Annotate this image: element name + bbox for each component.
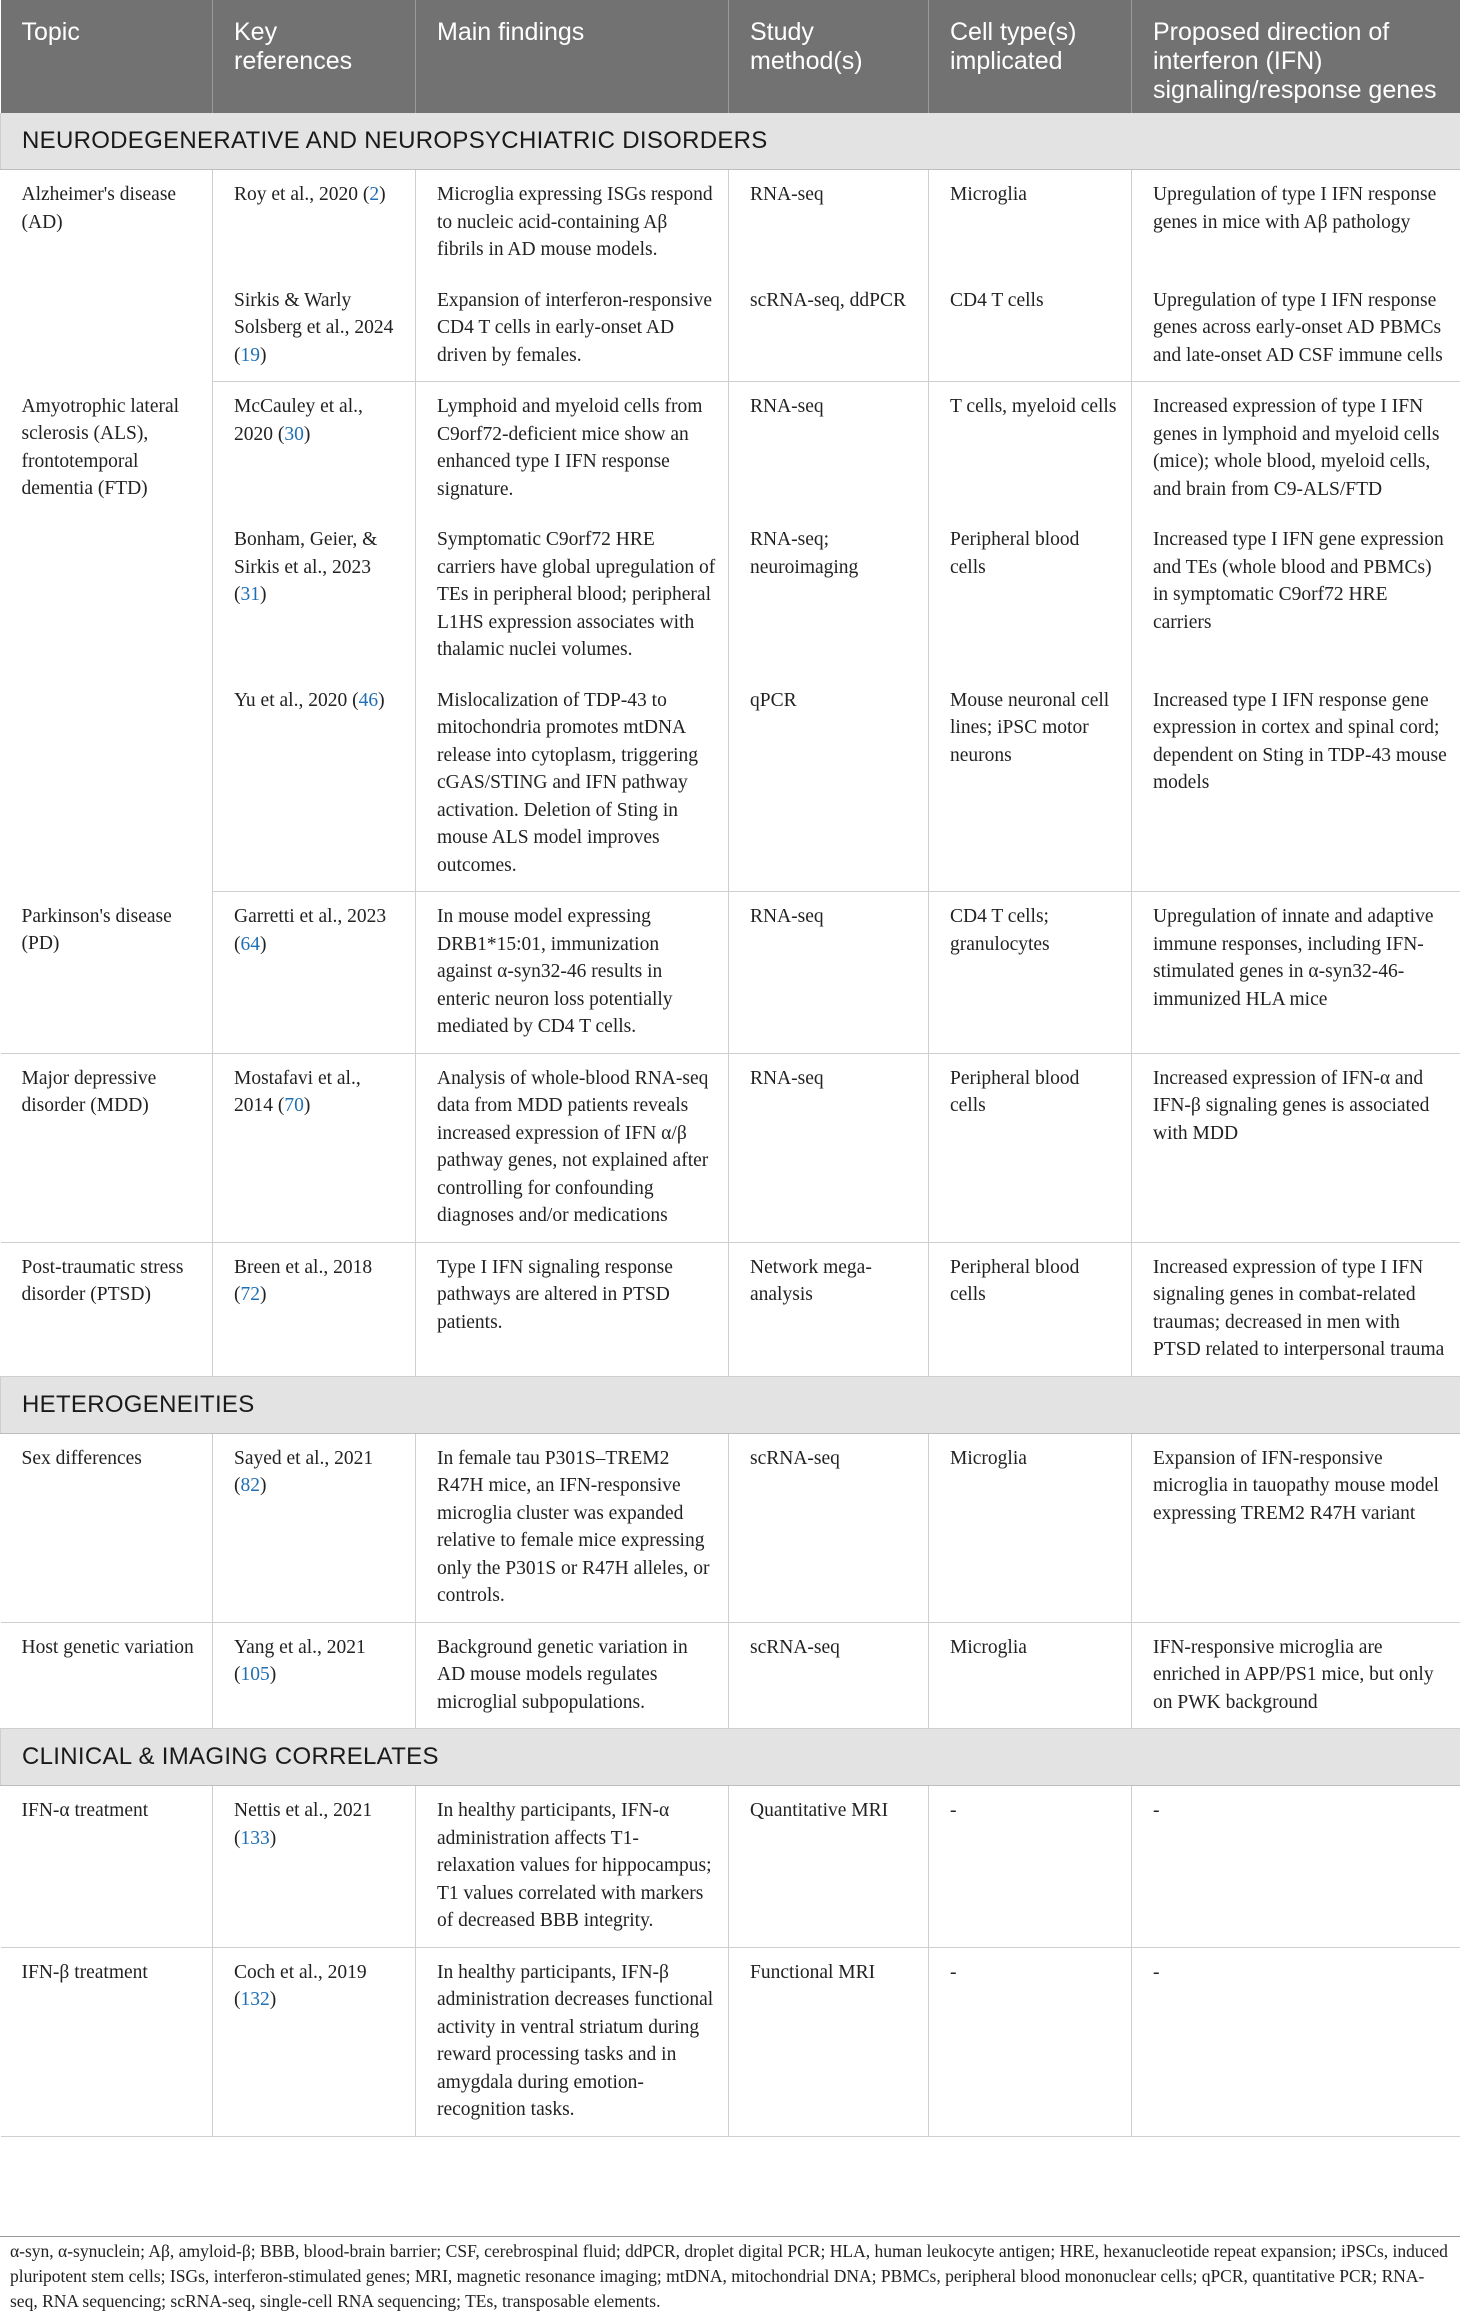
findings-cell: Expansion of interferon-responsive CD4 T cells in early-onset AD driven by females. [416,276,729,382]
cells-cell: CD4 T cells [929,276,1132,382]
table-row [1,676,1460,892]
reference-link[interactable]: 132 [240,1989,270,2010]
method-cell: RNA-seq [729,892,929,1054]
topic-cell: Post-traumatic stress disorder (PTSD) [1,1242,213,1376]
findings-cell: In female tau P301S–TREM2 R47H mice, an IFN-responsive microglia cluster was expanded relative to female mice expressing only the P301S or R47H alleles, or controls. [416,1433,729,1622]
topic-cell: Host genetic variation [1,1622,213,1729]
section-title: HETEROGENEITIES [1,1376,1460,1433]
findings-cell: Symptomatic C9orf72 HRE carriers have global upregulation of TEs in peripheral blood; peripheral L1HS expression associates with thalamic nuclei volumes. [416,515,729,676]
reference-close: ) [260,584,267,605]
findings-cell: Background genetic variation in AD mouse models regulates microglial subpopulations. [416,1622,729,1729]
header-direction: Proposed direction of interferon (IFN) signaling/response genes [1132,0,1460,113]
reference-cell [213,515,416,676]
direction-cell: Increased expression of IFN-α and IFN-β signaling genes is associated with MDD [1132,1053,1460,1242]
topic-cell: Alzheimer's disease (AD) [21,184,177,233]
table-row [1,170,1460,276]
table-row [1,276,1460,382]
section-row [1,113,1460,170]
reference-link[interactable]: 30 [284,423,304,445]
method-cell: scRNA-seq, ddPCR [729,276,929,382]
topic-cell: Parkinson's disease (PD) [1,892,213,1054]
header-main-findings: Main findings [416,0,729,113]
reference-cell [213,676,416,892]
table-row [1,1947,1460,2136]
reference-close: ) [260,1284,267,1305]
table-row [1,1786,1460,1948]
reference-text: Sayed et al., 2021 ( [234,1447,374,1496]
method-cell: RNA-seq [729,170,929,276]
cells-cell: Peripheral blood cells [929,1242,1132,1376]
cells-cell: CD4 T cells; granulocytes [929,892,1132,1054]
reference-link[interactable]: 46 [358,689,379,711]
reference-close: ) [378,689,385,711]
direction-cell: IFN-responsive microglia are enriched in APP/PS1 mice, but only on PWK background [1132,1622,1460,1729]
reference-cell [213,892,416,1054]
reference-link[interactable]: 82 [240,1475,260,1496]
table-row [1,1053,1460,1242]
findings-cell: Microglia expressing ISGs respond to nucleic acid-containing Aβ fibrils in AD mouse models. [416,170,729,276]
cells-cell: Peripheral blood cells [929,1053,1132,1242]
reference-close: ) [379,184,386,205]
cells-cell: T cells, myeloid cells [929,382,1132,516]
topic-cell: Amyotrophic lateral sclerosis (ALS), frontotemporal dementia (FTD) [21,395,180,499]
table-header [1,0,1460,113]
cells-cell: Peripheral blood cells [929,515,1132,676]
reference-link[interactable]: 64 [240,933,260,955]
direction-cell: Increased expression of type I IFN genes in lymphoid and myeloid cells (mice); whole blood, myeloid cells, and brain from C9-ALS/FTD [1132,382,1460,516]
findings-cell: Type I IFN signaling response pathways are altered in PTSD patients. [416,1242,729,1376]
cells-cell: Microglia [929,170,1132,276]
table-row [1,1622,1460,1729]
reference-text: Bonham, Geier, & Sirkis et al., 2023 ( [234,529,378,605]
reference-close: ) [269,1989,277,2010]
direction-cell: Upregulation of type I IFN response genes in mice with Aβ pathology [1132,170,1460,276]
reference-close: ) [269,1827,277,1849]
header-key-references: Key references [213,0,416,113]
method-cell: RNA-seq [729,1053,929,1242]
reference-link[interactable]: 2 [369,184,380,205]
reference-text: Garretti et al., 2023 ( [234,906,387,955]
reference-cell [213,1433,416,1622]
reference-link[interactable]: 31 [240,584,260,605]
reference-close: ) [260,933,267,955]
cells-cell: Mouse neuronal cell lines; iPSC motor neurons [929,676,1132,892]
method-cell: scRNA-seq [729,1433,929,1622]
reference-close: ) [269,1664,277,1685]
reference-link[interactable]: 70 [284,1095,304,1116]
reference-text: Breen et al., 2018 ( [234,1256,373,1305]
section-title: NEURODEGENERATIVE AND NEUROPSYCHIATRIC DISORDERS [1,113,1460,170]
cells-cell: - [929,1947,1132,2136]
topic-cell: IFN-β treatment [1,1947,213,2136]
findings-cell: In mouse model expressing DRB1*15:01, immunization against α-syn32-46 results in enteric neuron loss potentially mediated by CD4 T cells. [416,892,729,1054]
findings-cell: Analysis of whole-blood RNA-seq data from MDD patients reveals increased expression of IFN α/β pathway genes, not explained after controlling for confounding diagnoses and/or medications [416,1053,729,1242]
table-row [1,515,1460,676]
cells-cell: Microglia [929,1433,1132,1622]
header-study-methods: Study method(s) [729,0,929,113]
topic-cell: Major depressive disorder (MDD) [1,1053,213,1242]
topic-cell: Sex differences [1,1433,213,1622]
direction-cell: Upregulation of innate and adaptive immune responses, including IFN-stimulated genes in α-syn32-46-immunized HLA mice [1132,892,1460,1054]
header-cell-types: Cell type(s) implicated [929,0,1132,113]
topic-cell: IFN-α treatment [1,1786,213,1948]
reference-close: ) [303,423,311,445]
reference-link[interactable]: 72 [240,1284,260,1305]
reference-text: Sirkis & Warly Solsberg et al., 2024 ( [234,289,394,366]
section-title: CLINICAL & IMAGING CORRELATES [1,1729,1460,1786]
table-row [1,382,1460,516]
reference-link[interactable]: 19 [240,344,260,366]
reference-cell [213,276,416,382]
direction-cell: Increased type I IFN response gene expression in cortex and spinal cord; dependent on Sting in TDP-43 mouse models [1132,676,1460,892]
reference-close: ) [303,1095,311,1116]
reference-link[interactable]: 133 [240,1827,270,1849]
reference-link[interactable]: 105 [240,1664,270,1685]
findings-cell: Lymphoid and myeloid cells from C9orf72-deficient mice show an enhanced type I IFN response signature. [416,382,729,516]
table-body [1,113,1460,2136]
section-row [1,1729,1460,1786]
reference-text: Yu et al., 2020 ( [234,689,359,711]
table-row [1,1242,1460,1376]
table-row [1,1433,1460,1622]
findings-cell: In healthy participants, IFN-α administration affects T1-relaxation values for hippocampus; T1 values correlated with markers of decreased BBB integrity. [416,1786,729,1948]
reference-cell [213,1947,416,2136]
footnote: α-syn, α-synuclein; Aβ, amyloid-β; BBB, blood-brain barrier; CSF, cerebrospinal fluid; ddPCR, droplet digital PCR; HLA, human leukocyte antigen; HRE, hexanucleotide repeat expansion; iPSCs, induced pluripotent stem cells; ISGs, interferon-stimulated genes; MRI, magnetic resonance imaging; mtDNA, mitochondrial DNA; PBMCs, peripheral blood mononuclear cells; qPCR, quantitative PCR; RNA-seq, RNA sequencing; scRNA-seq, single-cell RNA sequencing; TEs, transposable elements. [0,2236,1460,2314]
method-cell: Quantitative MRI [729,1786,929,1948]
reference-text: Coch et al., 2019 ( [234,1961,367,2010]
section-row [1,1376,1460,1433]
direction-cell: Increased expression of type I IFN signaling genes in combat-related traumas; decreased in men with PTSD related to interpersonal trauma [1132,1242,1460,1376]
direction-cell: Upregulation of type I IFN response genes across early-onset AD PBMCs and late-onset AD CSF immune cells [1132,276,1460,382]
method-cell: RNA-seq [729,382,929,516]
cells-cell: - [929,1786,1132,1948]
direction-cell: - [1132,1947,1460,2136]
reference-text: Yang et al., 2021 ( [234,1636,366,1685]
reference-text: Roy et al., 2020 ( [234,184,370,205]
cells-cell: Microglia [929,1622,1132,1729]
reference-cell [213,1622,416,1729]
reference-cell [213,382,416,516]
reference-text: McCauley et al., 2020 ( [234,396,363,445]
findings-cell: In healthy participants, IFN-β administration decreases functional activity in ventral striatum during reward processing tasks and in amygdala during emotion-recognition tasks. [416,1947,729,2136]
direction-cell: Expansion of IFN-responsive microglia in tauopathy mouse model expressing TREM2 R47H variant [1132,1433,1460,1622]
reference-text: Nettis et al., 2021 ( [234,1800,373,1849]
method-cell: RNA-seq; neuroimaging [729,515,929,676]
header-topic: Topic [1,0,213,113]
reference-cell [213,1053,416,1242]
method-cell: Functional MRI [729,1947,929,2136]
reference-cell [213,1242,416,1376]
method-cell: scRNA-seq [729,1622,929,1729]
method-cell: Network mega-analysis [729,1242,929,1376]
findings-cell: Mislocalization of TDP-43 to mitochondria promotes mtDNA release into cytoplasm, triggering cGAS/STING and IFN pathway activation. Deletion of Sting in mouse ALS model improves outcomes. [416,676,729,892]
reference-close: ) [260,344,267,366]
reference-cell [213,170,416,276]
direction-cell: - [1132,1786,1460,1948]
direction-cell: Increased type I IFN gene expression and TEs (whole blood and PBMCs) in symptomatic C9orf72 HRE carriers [1132,515,1460,676]
table-row [1,892,1460,1054]
reference-close: ) [260,1475,267,1496]
reference-cell [213,1786,416,1948]
method-cell: qPCR [729,676,929,892]
reference-text: Mostafavi et al., 2014 ( [234,1067,361,1116]
